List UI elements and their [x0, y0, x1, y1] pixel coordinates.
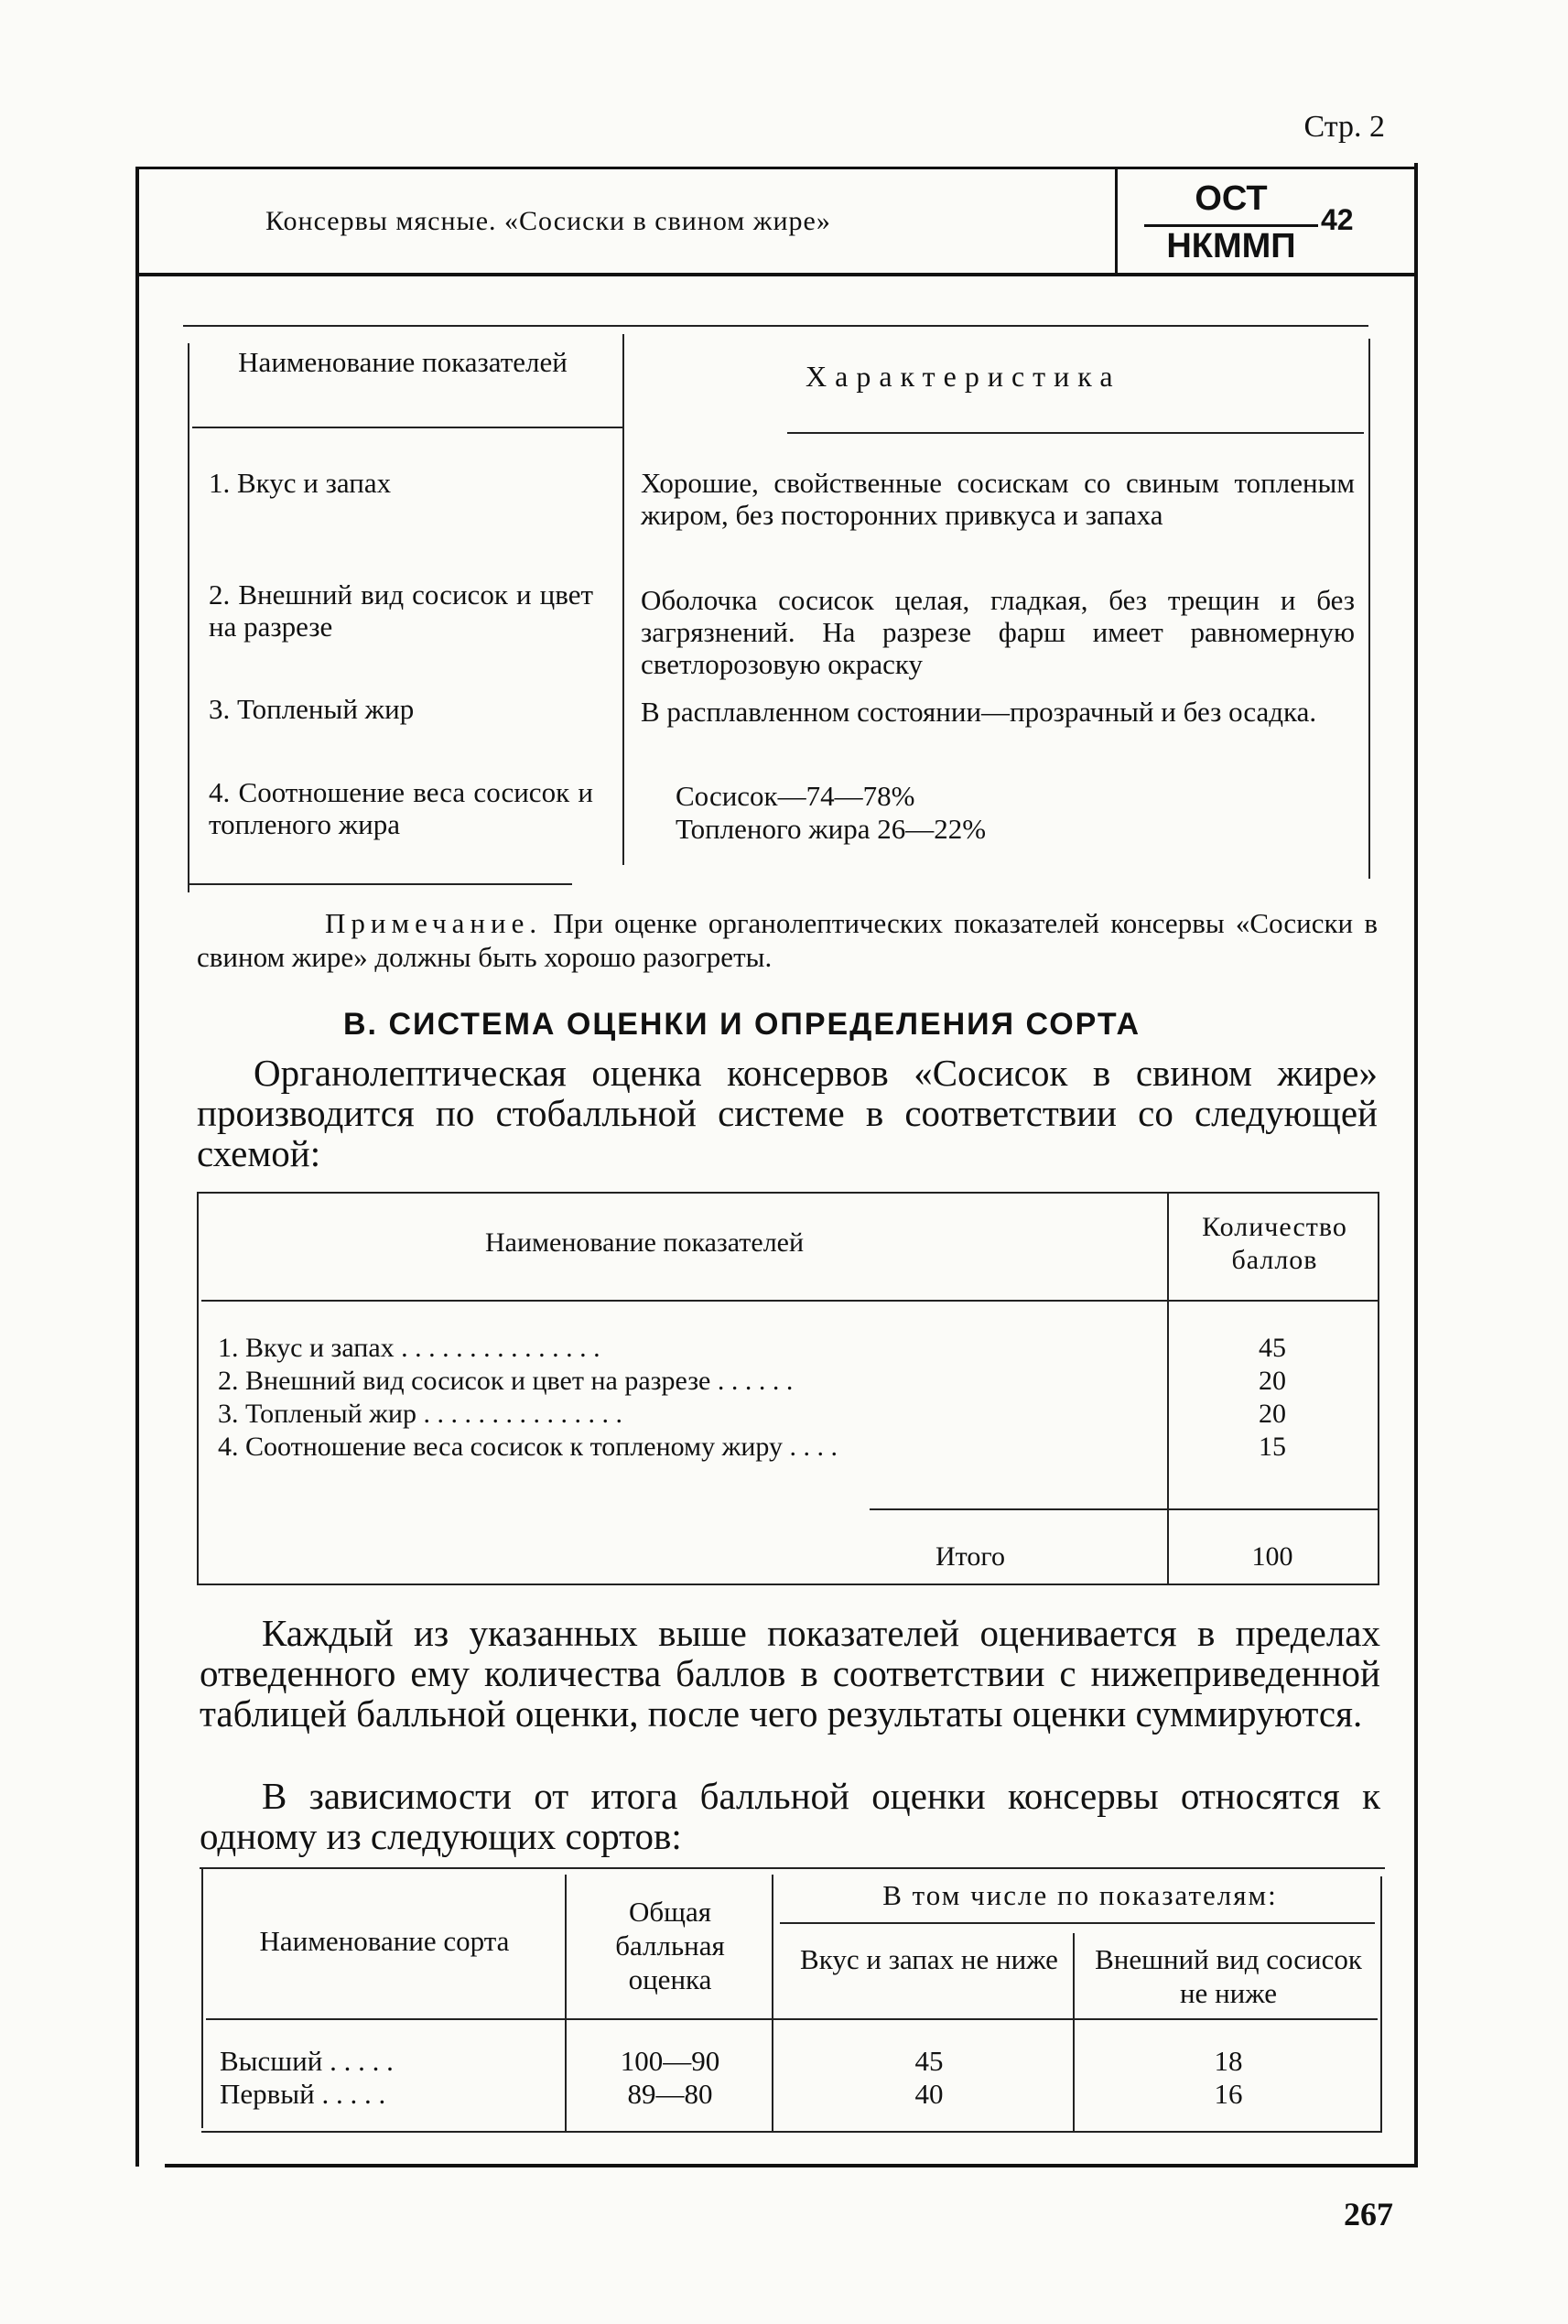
table3-header-total: Общая балльная оценка [615, 1896, 725, 1995]
table2-row1-name: 1. Вкус и запах [218, 1333, 395, 1363]
table1-row1-value: Хорошие, свойственные сосискам со свиным топленым жиром, без посторонних привкуса и запаха [641, 467, 1355, 531]
table1-top-rule [183, 325, 1368, 327]
table3-row2-total: 89—80 [627, 2078, 713, 2110]
table3-row1-total: 100—90 [620, 2045, 720, 2077]
table2-row2 [218, 1365, 1161, 1398]
table3-top-rule [200, 1867, 1385, 1869]
standard-code [1144, 179, 1318, 266]
header-bottom-rule [135, 273, 1417, 276]
table3-group-rule [780, 1922, 1375, 1924]
table2-row4-dots: . . . . [782, 1432, 838, 1462]
table2-total-value: 100 [1251, 1541, 1293, 1572]
table1-header-characteristic: Характеристика [806, 360, 1121, 393]
standard-number: 42 [1321, 203, 1354, 236]
table1-header-name: Наименование показателей [238, 346, 568, 378]
note-label: Примечание. [325, 907, 543, 939]
table1-row2-name: 2. Внешний вид сосисок и цвет на разрезе [209, 578, 593, 643]
table2-row2-dots: . . . . . . [710, 1366, 794, 1396]
section-heading: В. СИСТЕМА ОЦЕНКИ И ОПРЕДЕЛЕНИЯ СОРТА [343, 1007, 1141, 1042]
section-intro: Органолептическая оценка консервов «Сосисок в свином жире» производится по стобалльной системе в соответствии со следующей схемой: [197, 1052, 1378, 1174]
footer-rule [165, 2164, 1414, 2167]
table3-divider-1 [565, 1875, 567, 2133]
table3-row2-grade: Первый [220, 2078, 315, 2110]
table2-right-rule [1378, 1192, 1379, 1585]
paragraph-1: Каждый из указанных выше показателей оценивается в пределах отведенного ему количества баллов в соответствии с нижеприведенной таблицей балльной оценки, после чего результаты оценки суммируются. [200, 1612, 1380, 1735]
table2-divider [1167, 1192, 1169, 1585]
table2-row4-name: 4. Соотношение веса сосисок к топленому жиру [218, 1432, 783, 1462]
page-label: Стр. 2 [1303, 110, 1385, 144]
table2-row4-points: 15 [1259, 1432, 1286, 1462]
table1-row1-name: 1. Вкус и запах [209, 467, 392, 499]
table3-row1-grade: Высший [220, 2045, 323, 2077]
table1-row4-value-line2: Топленого жира 26—22% [676, 813, 987, 845]
table2-row1-points: 45 [1259, 1333, 1286, 1363]
table3-row1-appearance: 18 [1214, 2045, 1243, 2077]
table2-row1-dots: . . . . . . . . . . . . . . . [394, 1333, 600, 1363]
table3-row1-grade-cell [220, 2044, 558, 2078]
table3-left-rule [201, 1867, 203, 2128]
table1-row4-value-line1: Сосисок—74—78% [676, 780, 915, 812]
page-number: 267 [1344, 2196, 1393, 2232]
table2-top-rule [197, 1192, 1378, 1194]
table3-bottom-rule [201, 2131, 1382, 2133]
table2-row2-name: 2. Внешний вид сосисок и цвет на разрезе [218, 1366, 711, 1396]
table2-header-name: Наименование показателей [485, 1227, 805, 1258]
table2-row3-dots: . . . . . . . . . . . . . . . [416, 1399, 622, 1429]
table2-row3 [218, 1398, 1161, 1431]
header-top-rule [135, 167, 1417, 169]
table1-row3-value: В расплавленном состоянии—прозрачный и без осадка. [641, 696, 1317, 728]
note-text: При оценке органолептических показателей консервы «Сосиски в свином жире» должны быть хорошо разогреты. [197, 907, 1378, 973]
table1-header-rule-left [192, 427, 622, 428]
table1-divider [622, 334, 624, 865]
table3-header-rule [206, 2018, 1378, 2020]
table3-row2-appearance: 16 [1214, 2078, 1243, 2110]
table3-row2-dots: . . . . . [314, 2078, 386, 2110]
table3-row2-grade-cell [220, 2077, 558, 2111]
header-title: Консервы мясные. «Сосиски в свином жире» [265, 206, 831, 236]
table3-header-grade: Наименование сорта [259, 1925, 510, 1957]
table1-left-rule [188, 343, 189, 892]
frame-left-rule [135, 167, 139, 2167]
table2-total-rule [870, 1508, 1378, 1510]
table2-total-label: Итого [935, 1541, 1005, 1572]
note [197, 906, 1378, 974]
table3-header-appearance: Внешний вид сосисок не ниже [1095, 1943, 1362, 2009]
table1-row3-name: 3. Топленый жир [209, 693, 415, 725]
table2-left-rule [197, 1192, 199, 1585]
table3-header-group: В том числе по показателям: [882, 1879, 1278, 1911]
table2-header-rule [201, 1300, 1378, 1302]
table1-right-rule [1368, 339, 1370, 879]
table2-row3-points: 20 [1259, 1399, 1286, 1429]
header-divider [1115, 169, 1118, 273]
table3-divider-3 [1073, 1933, 1075, 2133]
table2-bottom-rule [197, 1584, 1378, 1585]
table1-row4-name: 4. Соотношение веса сосисок и топленого жира [209, 776, 593, 840]
table3-right-rule [1380, 1876, 1382, 2133]
table2-row2-points: 20 [1259, 1366, 1286, 1396]
table3-divider-2 [772, 1875, 773, 2133]
table2-row4 [218, 1431, 1161, 1464]
table3-row1-taste: 45 [914, 2045, 944, 2077]
table1-bottom-rule [188, 883, 572, 885]
table1-header-rule-right [787, 432, 1364, 434]
table2-row3-name: 3. Топленый жир [218, 1399, 416, 1429]
table2-row1 [218, 1332, 1161, 1365]
table3-header-taste: Вкус и запах не ниже [800, 1943, 1058, 1975]
table1-row2-value: Оболочка сосисок целая, гладкая, без трещин и без загрязнений. На разрезе фарш имеет равномерную светлорозовую окраску [641, 584, 1355, 680]
table3-row2-taste: 40 [914, 2078, 944, 2110]
table2-header-points: Количество баллов [1202, 1212, 1347, 1275]
frame-right-rule [1414, 163, 1418, 2167]
table3-row1-dots: . . . . . [322, 2045, 394, 2077]
standard-numerator: ОСТ [1195, 179, 1268, 218]
paragraph-2: В зависимости от итога балльной оценки консервы относятся к одному из следующих сортов: [200, 1775, 1380, 1857]
standard-denominator: НКММП [1166, 227, 1296, 265]
